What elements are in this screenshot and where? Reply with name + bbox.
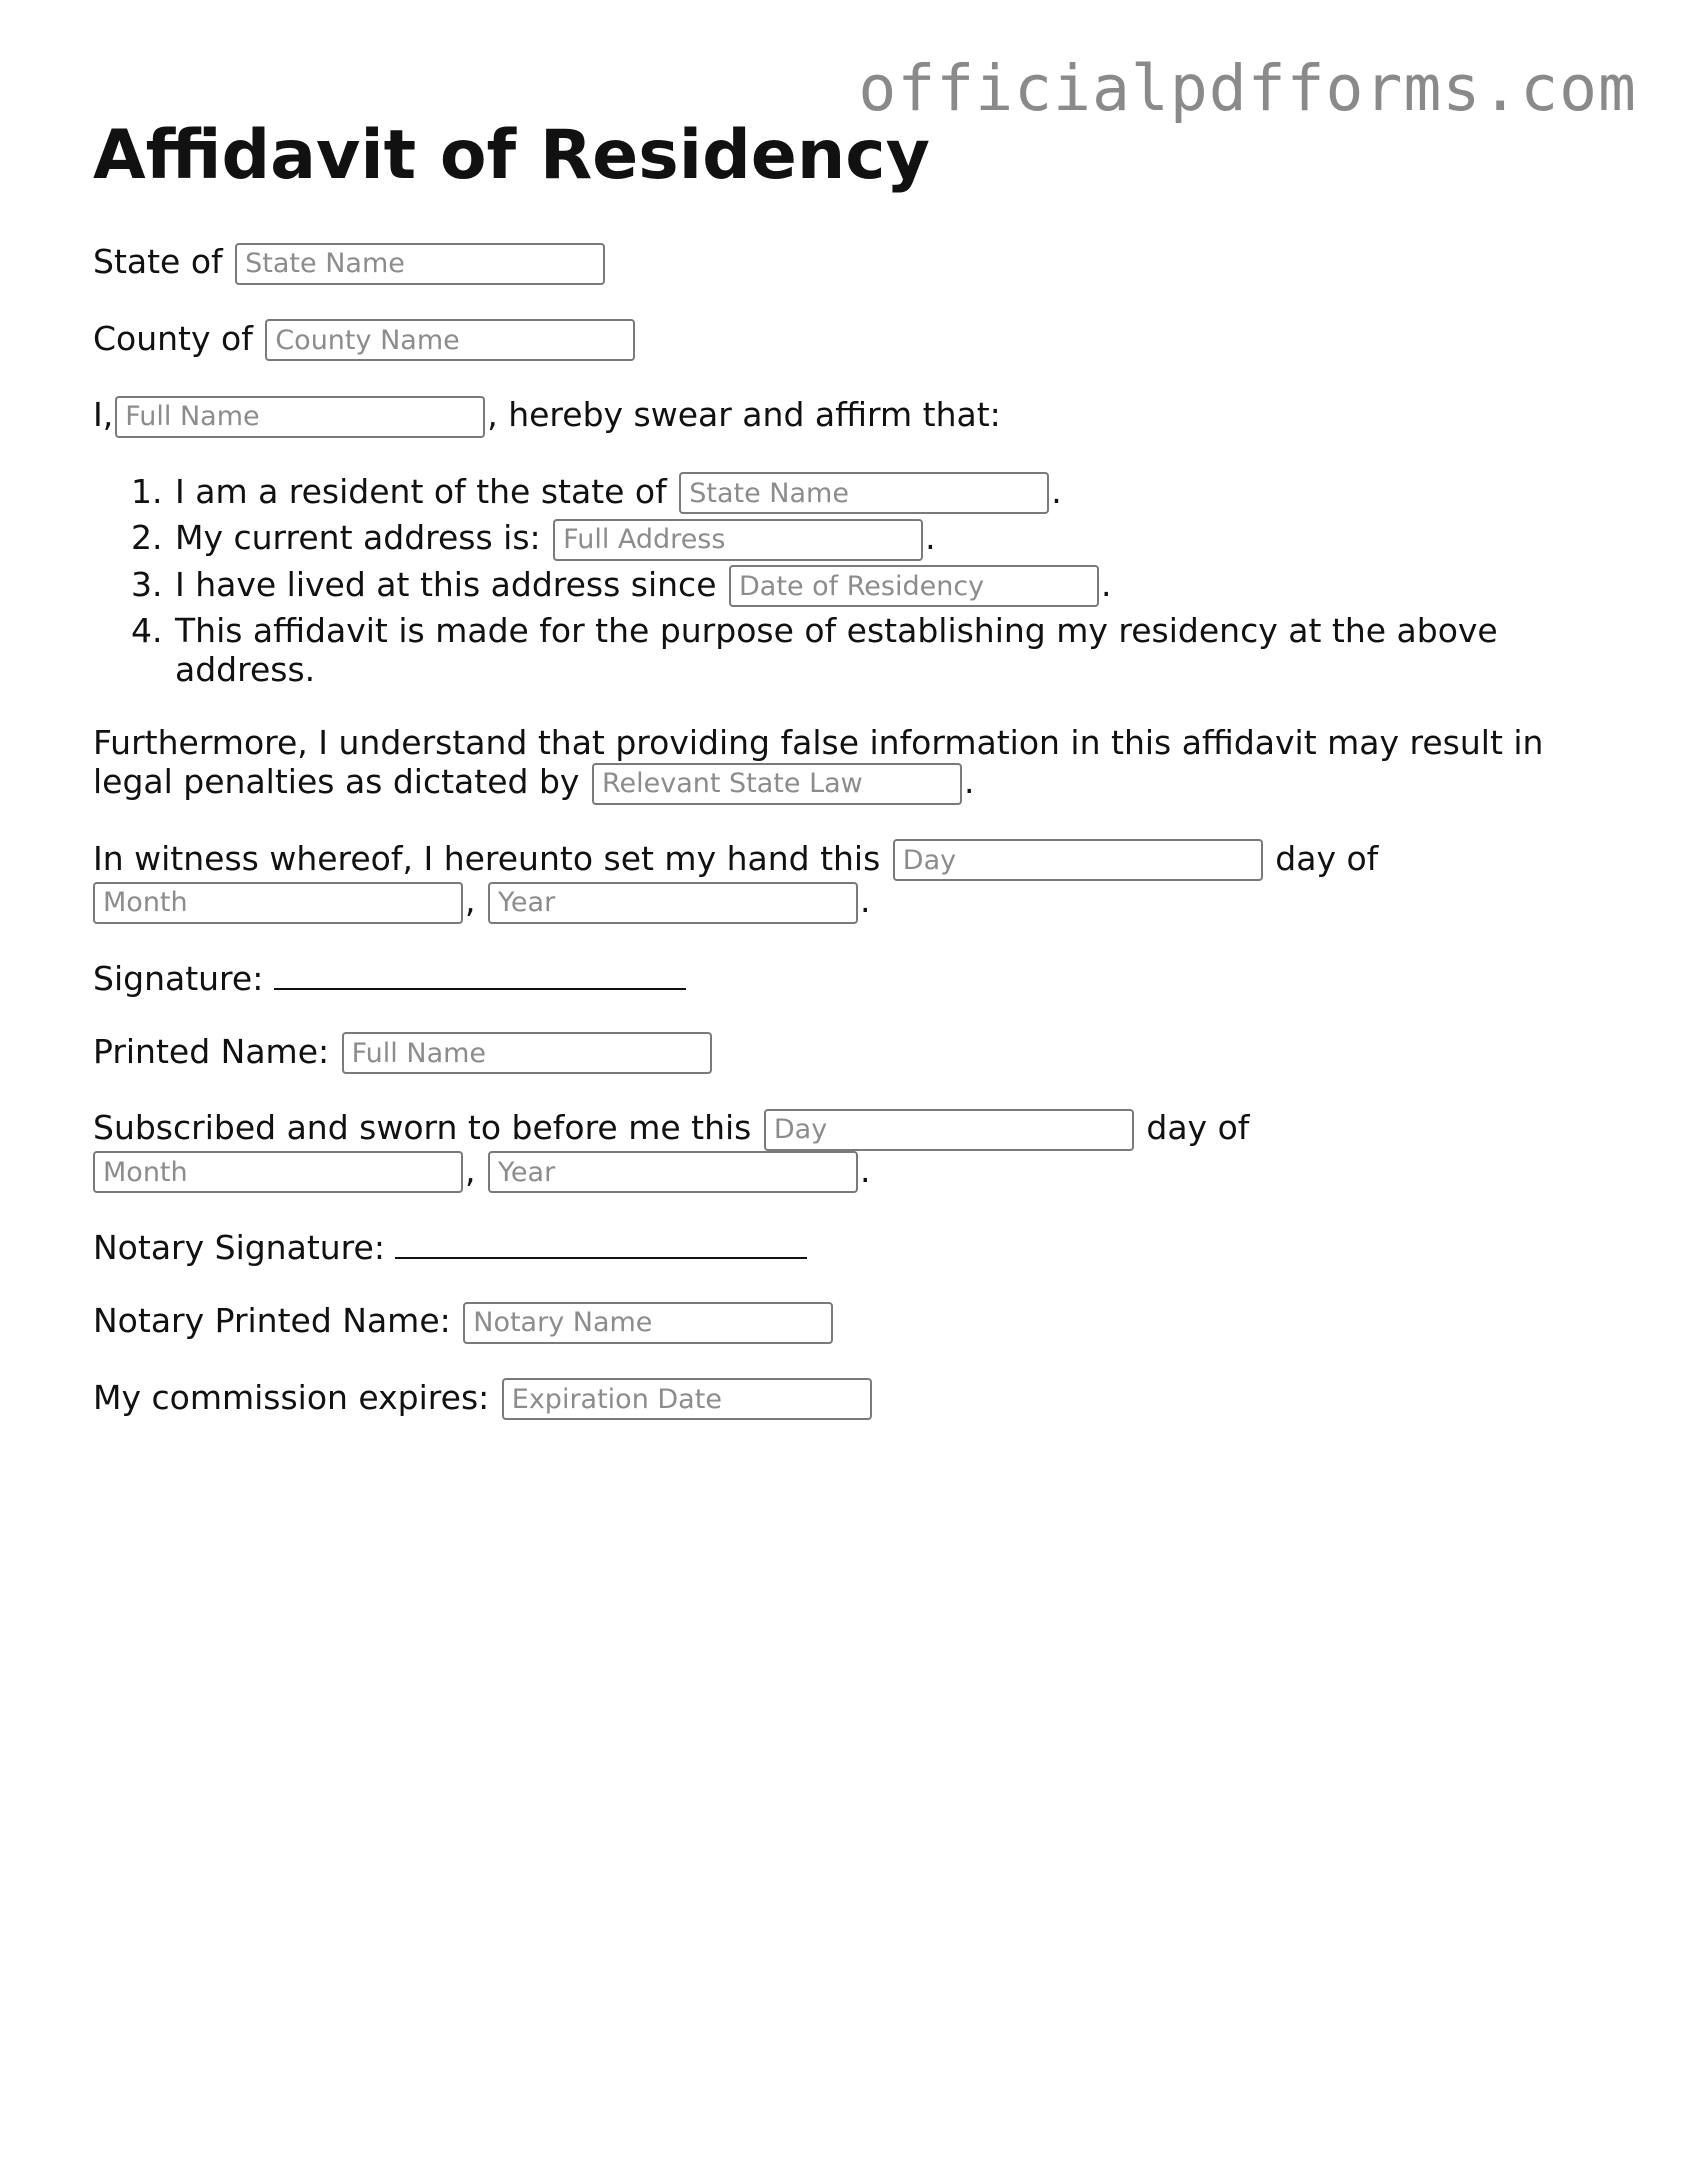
sworn-day-of: day of [1146, 1108, 1250, 1147]
full-address-input[interactable] [553, 519, 923, 561]
witness-paragraph [93, 839, 1593, 924]
intro-prefix: I, [93, 395, 114, 434]
expiration-date-input[interactable] [502, 1378, 872, 1420]
sworn-month-input[interactable] [93, 1151, 463, 1193]
signature-label: Signature: [93, 958, 264, 998]
commission-row [93, 1378, 1593, 1421]
full-name-input[interactable] [115, 396, 485, 438]
notary-printed-name-row [93, 1301, 1593, 1344]
watermark: officialpdfforms.com [858, 52, 1637, 125]
sworn-day-input[interactable] [764, 1109, 1134, 1151]
intro-suffix: , hereby swear and affirm that: [487, 395, 1001, 434]
item-suffix: . [1101, 564, 1112, 604]
witness-year-input[interactable] [488, 882, 858, 924]
state-law-input[interactable] [592, 763, 962, 805]
signature-line[interactable] [274, 958, 686, 990]
item-text: My current address is: [175, 518, 541, 557]
witness-month-input[interactable] [93, 882, 463, 924]
list-item [173, 565, 1593, 608]
county-row [93, 319, 1593, 362]
witness-text: In witness whereof, I hereunto set my hand this [93, 838, 881, 878]
witness-day-of: day of [1275, 838, 1379, 878]
item-text: This affidavit is made for the purpose of establishing my residency at the above address. [175, 611, 1498, 689]
list-item [173, 611, 1593, 689]
notary-signature-label: Notary Signature: [93, 1228, 385, 1267]
signature-row [93, 958, 1593, 998]
county-label: County of [93, 318, 253, 358]
item-text: I am a resident of the state of [175, 471, 667, 511]
printed-name-label: Printed Name: [93, 1031, 330, 1071]
residency-date-input[interactable] [729, 565, 1099, 607]
sworn-paragraph [93, 1108, 1593, 1193]
commission-label: My commission expires: [93, 1377, 490, 1417]
sworn-period: . [860, 1150, 871, 1190]
list-item [173, 518, 1593, 561]
state-row [93, 242, 1593, 285]
state-name-input[interactable] [235, 243, 605, 285]
affirmation-list [93, 472, 1593, 690]
furthermore-line-1: Furthermore, I understand that providing false information in this affidavit may result in [93, 723, 1544, 762]
item-suffix: . [1051, 471, 1062, 511]
notary-signature-line[interactable] [395, 1227, 807, 1259]
notary-signature-row [93, 1227, 1593, 1267]
printed-name-input[interactable] [342, 1032, 712, 1074]
resident-state-input[interactable] [679, 472, 1049, 514]
witness-day-input[interactable] [893, 839, 1263, 881]
furthermore-suffix: . [963, 762, 975, 801]
witness-period: . [860, 881, 871, 920]
furthermore-line-2: legal penalties as dictated by [93, 762, 580, 801]
county-name-input[interactable] [265, 319, 635, 361]
state-label: State of [93, 242, 223, 281]
page-title: Affidavit of Residency [93, 116, 930, 195]
sworn-year-input[interactable] [488, 1151, 858, 1193]
intro-row [93, 395, 1593, 438]
notary-printed-name-label: Notary Printed Name: [93, 1301, 451, 1340]
sworn-text: Subscribed and sworn to before me this [93, 1108, 752, 1147]
affidavit-form [93, 112, 1593, 1454]
furthermore-paragraph [93, 723, 1593, 805]
list-item [173, 472, 1593, 515]
sworn-comma: , [465, 1150, 476, 1190]
item-suffix: . [925, 518, 936, 557]
printed-name-row [93, 1032, 1593, 1075]
notary-name-input[interactable] [463, 1302, 833, 1344]
item-text: I have lived at this address since [175, 564, 717, 604]
witness-comma: , [465, 881, 476, 920]
